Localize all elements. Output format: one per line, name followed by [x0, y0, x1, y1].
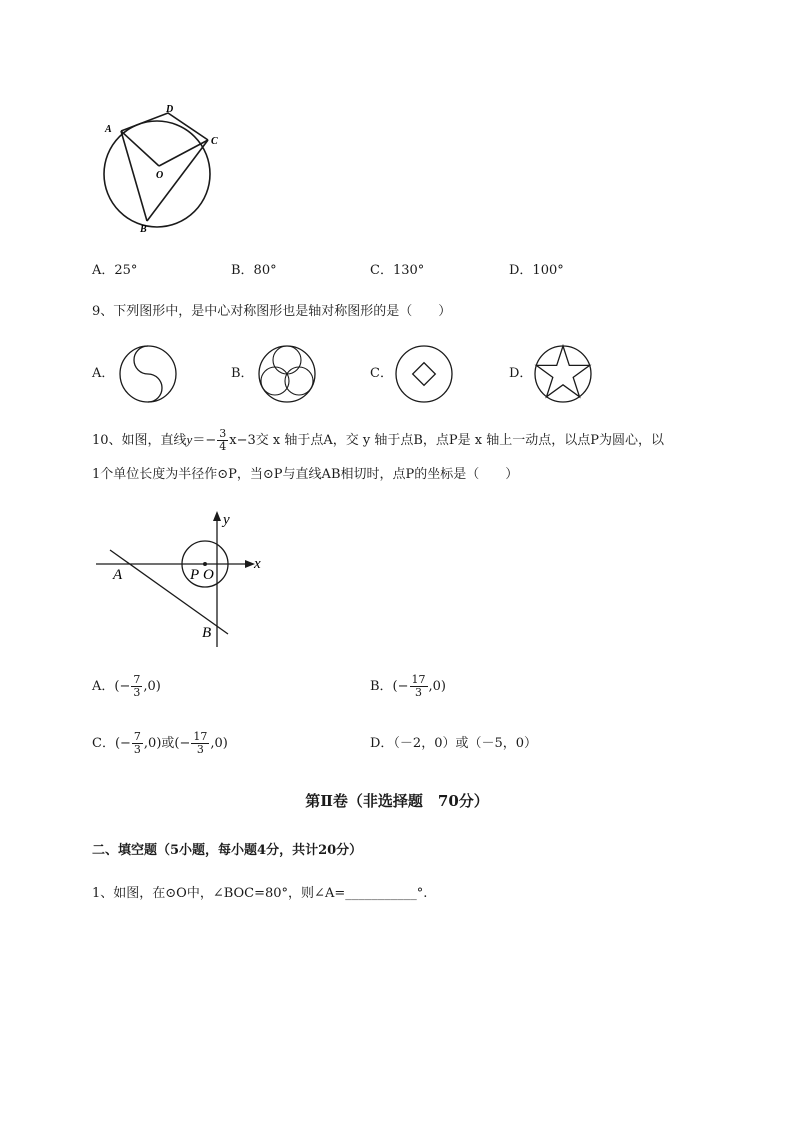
- q10-option-c-suffix: ,0): [210, 736, 228, 751]
- q10-point-p: [203, 562, 207, 566]
- q8-segment-o-c: [159, 140, 208, 166]
- q10-option-c-fraction-2: [191, 731, 209, 756]
- q10-option-c-numerator-1: 7: [133, 730, 141, 743]
- q10-option-c: [92, 729, 228, 759]
- taiji-symbol-figure: [117, 343, 179, 405]
- q10-stem-prefix: 10、如图，直线: [92, 433, 187, 448]
- q10-eq-tail: x−3: [229, 433, 256, 448]
- q10-option-a-fraction: [131, 674, 142, 699]
- q8-label-b: B: [140, 224, 147, 235]
- q10-label-y: y: [223, 512, 230, 528]
- square-in-circle-figure: [393, 343, 455, 405]
- q9-option-c-label: C．: [370, 366, 393, 381]
- q9-option-b-label: B．: [231, 366, 254, 381]
- q10-stem-suffix: 交 x 轴于点A，交 y 轴于点B，点P是 x 轴上一动点，以点P为圆心，以: [255, 433, 664, 448]
- q10-line-ab: [110, 550, 228, 634]
- q10-option-c-middle: ,0)或(−: [143, 736, 191, 751]
- q10-option-b: [370, 672, 446, 702]
- q10-option-a-numerator: 7: [133, 673, 141, 686]
- q10-option-b-denominator: 3: [415, 686, 423, 699]
- q8-label-d: D: [166, 104, 174, 115]
- q10-option-a-denominator: 3: [133, 686, 141, 699]
- q8-circle-figure: [95, 100, 235, 240]
- q10-label-x: x: [254, 556, 261, 572]
- q10-option-b-suffix: ,0): [428, 679, 447, 694]
- q10-eq-fraction: [217, 428, 228, 453]
- q8-label-a: A: [105, 124, 112, 135]
- q10-option-a-prefix: A．(−: [92, 679, 131, 694]
- q10-stem-line1: [92, 425, 664, 455]
- section2-heading: 二、填空题（5小题，每小题4分，共计20分）: [92, 843, 363, 858]
- q8-option-c: C．130°: [370, 263, 425, 278]
- section2-question-1: 1、如图，在⊙O中，∠BOC=80°，则∠A=___________°.: [92, 886, 428, 901]
- q10-option-a: [92, 672, 161, 702]
- three-petal-figure: [256, 343, 318, 405]
- q10-option-c-denominator-1: 3: [133, 743, 141, 756]
- q9-stem: 9、下列图形中，是中心对称图形也是轴对称图形的是（ ）: [92, 304, 452, 319]
- q10-label-a: A: [113, 567, 123, 583]
- q10-eq-y: y: [186, 432, 193, 447]
- q10-eq-equals: ＝−: [192, 433, 217, 448]
- q10-option-c-fraction-1: [132, 731, 143, 756]
- q10-label-p: P: [190, 567, 200, 583]
- q9-option-a-label: A．: [92, 366, 115, 381]
- q10-option-d: D．（－2，0）或（－5，0）: [370, 736, 538, 751]
- q10-option-c-numerator-2: 17: [193, 730, 208, 743]
- q10-option-c-prefix: C．(−: [92, 736, 131, 751]
- q8-option-a: A．25°: [92, 263, 138, 278]
- q8-option-d: D．100°: [509, 263, 564, 278]
- q9-option-d-label: D．: [509, 366, 533, 381]
- q10-coordinate-figure: [90, 505, 280, 650]
- q10-option-b-numerator: 17: [411, 673, 426, 686]
- q10-eq-denominator: 4: [219, 440, 227, 453]
- q10-stem-line2: 1个单位长度为半径作⊙P，当⊙P与直线AB相切时，点P的坐标是（ ）: [92, 467, 519, 482]
- q10-option-a-suffix: ,0): [143, 679, 161, 694]
- q8-segment-a-b: [121, 131, 147, 221]
- q8-label-c: C: [211, 136, 218, 147]
- q10-option-c-denominator-2: 3: [196, 743, 204, 756]
- q8-option-b: B．80°: [231, 263, 277, 278]
- q10-y-arrow: [213, 511, 221, 521]
- section2-title: 第Ⅱ卷（非选择题 70分）: [305, 792, 489, 810]
- q10-label-o: O: [203, 567, 214, 583]
- q10-option-b-prefix: B．(−: [370, 679, 409, 694]
- q8-label-o: O: [156, 170, 164, 181]
- q10-label-b: B: [202, 625, 212, 641]
- star-in-circle-figure: [532, 343, 594, 405]
- q10-eq-numerator: 3: [219, 427, 227, 440]
- q10-option-b-fraction: [410, 674, 428, 699]
